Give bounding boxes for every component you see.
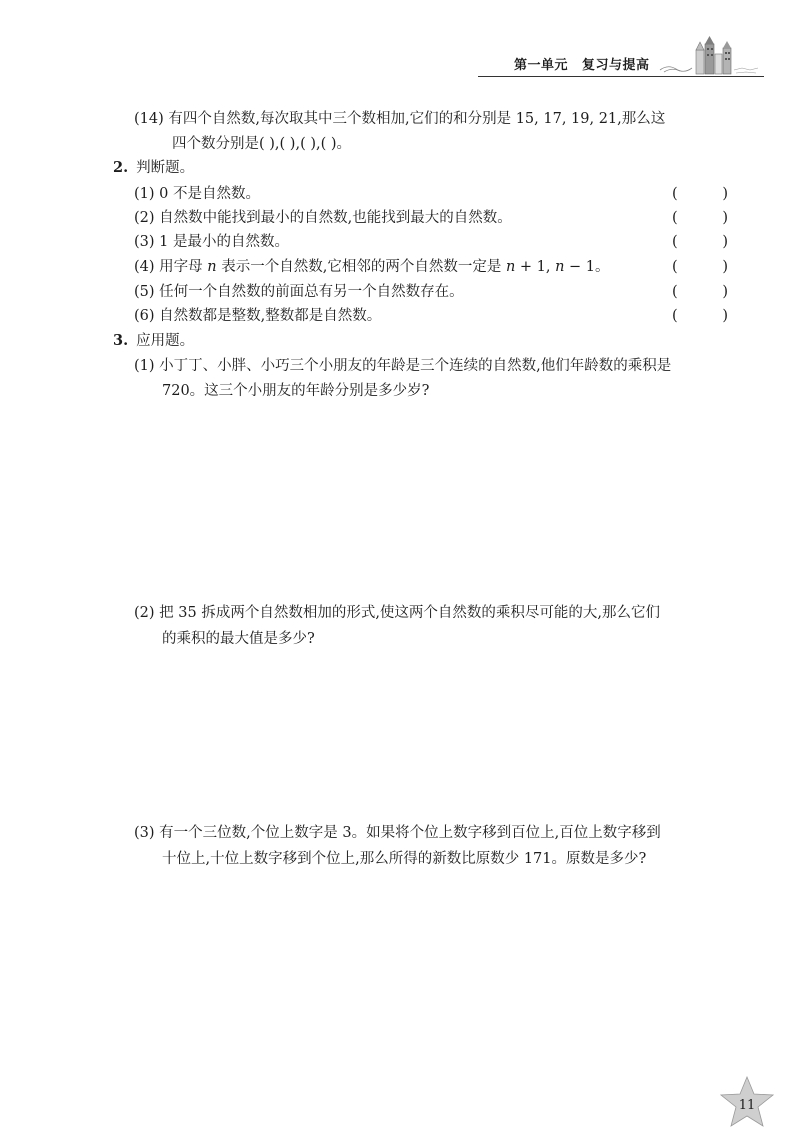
section-number: 3. <box>113 332 129 349</box>
section-number: 2. <box>113 159 129 176</box>
variable-n: n <box>555 259 565 275</box>
item-text: 有一个三位数,个位上数字是 3。如果将个位上数字移到百位上,百位上数字移到 <box>159 825 661 841</box>
judge-item-1 <box>134 183 260 205</box>
application-2-line-2 <box>162 628 315 650</box>
item-text-post: − 1。 <box>564 259 610 275</box>
answer-parens-1[interactable] <box>672 183 728 205</box>
header-chapter: 复习与提高 <box>582 58 650 73</box>
item-text: 十位上,十位上数字移到个位上,那么所得的新数比原数少 171。原数是多少? <box>162 851 647 867</box>
section-2-heading <box>113 157 194 179</box>
paren-open: ( <box>672 186 678 202</box>
item-text: 的乘积的最大值是多少? <box>162 631 315 647</box>
variable-n: n <box>207 259 217 275</box>
item-text-pre: 用字母 <box>159 259 208 275</box>
paren-close: ) <box>722 210 728 226</box>
item-text: 任何一个自然数的前面总有另一个自然数存在。 <box>159 284 464 300</box>
item-number: (6) <box>134 308 155 324</box>
item-number: (1) <box>134 186 155 202</box>
paren-close: ) <box>722 259 728 275</box>
answer-parens-6[interactable] <box>672 305 728 327</box>
item-text: 0 不是自然数。 <box>159 186 260 202</box>
item-text-mid: 表示一个自然数,它相邻的两个自然数一定是 <box>216 259 506 275</box>
item-text: 自然数中能找到最小的自然数,也能找到最大的自然数。 <box>159 210 512 226</box>
item-text: 720。这三个小朋友的年龄分别是多少岁? <box>162 383 430 399</box>
page-header <box>478 36 764 78</box>
section-title: 判断题。 <box>136 160 195 176</box>
paren-close: ) <box>722 186 728 202</box>
section-3-heading <box>113 330 194 352</box>
question-number: (14) <box>134 111 164 127</box>
page-number: 11 <box>738 1097 756 1113</box>
section-title: 应用题。 <box>136 333 195 349</box>
header-unit: 第一单元 <box>514 58 569 73</box>
item-text: 1 是最小的自然数。 <box>159 234 289 250</box>
question-14-line-2 <box>172 133 351 155</box>
judge-item-3 <box>134 231 289 253</box>
item-text: 自然数都是整数,整数都是自然数。 <box>159 308 382 324</box>
judge-item-4 <box>134 256 610 278</box>
judge-item-6 <box>134 305 381 327</box>
city-skyline-icon <box>658 36 762 76</box>
header-rule <box>478 76 764 77</box>
item-number: (3) <box>134 234 155 250</box>
variable-n: n <box>505 259 516 275</box>
paren-close: ) <box>722 284 728 300</box>
paren-open: ( <box>672 259 678 275</box>
application-1-line-2 <box>162 380 429 402</box>
item-number: (4) <box>134 259 155 275</box>
application-2-line-1 <box>134 602 660 624</box>
answer-parens-3[interactable] <box>672 231 728 253</box>
item-number: (5) <box>134 284 155 300</box>
item-number: (2) <box>134 605 155 621</box>
paren-open: ( <box>672 234 678 250</box>
item-text: 小丁丁、小胖、小巧三个小朋友的年龄是三个连续的自然数,他们年龄数的乘积是 <box>159 358 672 374</box>
judge-item-5 <box>134 281 464 303</box>
answer-parens-4[interactable] <box>672 256 728 278</box>
application-3-line-1 <box>134 822 661 844</box>
question-text: 有四个自然数,每次取其中三个数相加,它们的和分别是 15, 17, 19, 21,那么这 <box>168 111 666 127</box>
paren-open: ( <box>672 284 678 300</box>
application-1-line-1 <box>134 355 671 377</box>
item-text-mid2: + 1, <box>515 259 556 275</box>
item-text: 把 35 拆成两个自然数相加的形式,使这两个自然数的乘积尽可能的大,那么它们 <box>159 605 661 621</box>
answer-parens-2[interactable] <box>672 207 728 229</box>
answer-parens-5[interactable] <box>672 281 728 303</box>
paren-close: ) <box>722 234 728 250</box>
item-number: (3) <box>134 825 155 841</box>
judge-item-2 <box>134 207 512 229</box>
item-number: (2) <box>134 210 155 226</box>
paren-close: ) <box>722 308 728 324</box>
header-title <box>514 54 650 73</box>
question-14-line-1 <box>134 108 665 130</box>
paren-open: ( <box>672 308 678 324</box>
application-3-line-2 <box>162 848 646 870</box>
paren-open: ( <box>672 210 678 226</box>
item-number: (1) <box>134 358 155 374</box>
question-text: 四个数分别是( ),( ),( ),( )。 <box>172 136 352 152</box>
